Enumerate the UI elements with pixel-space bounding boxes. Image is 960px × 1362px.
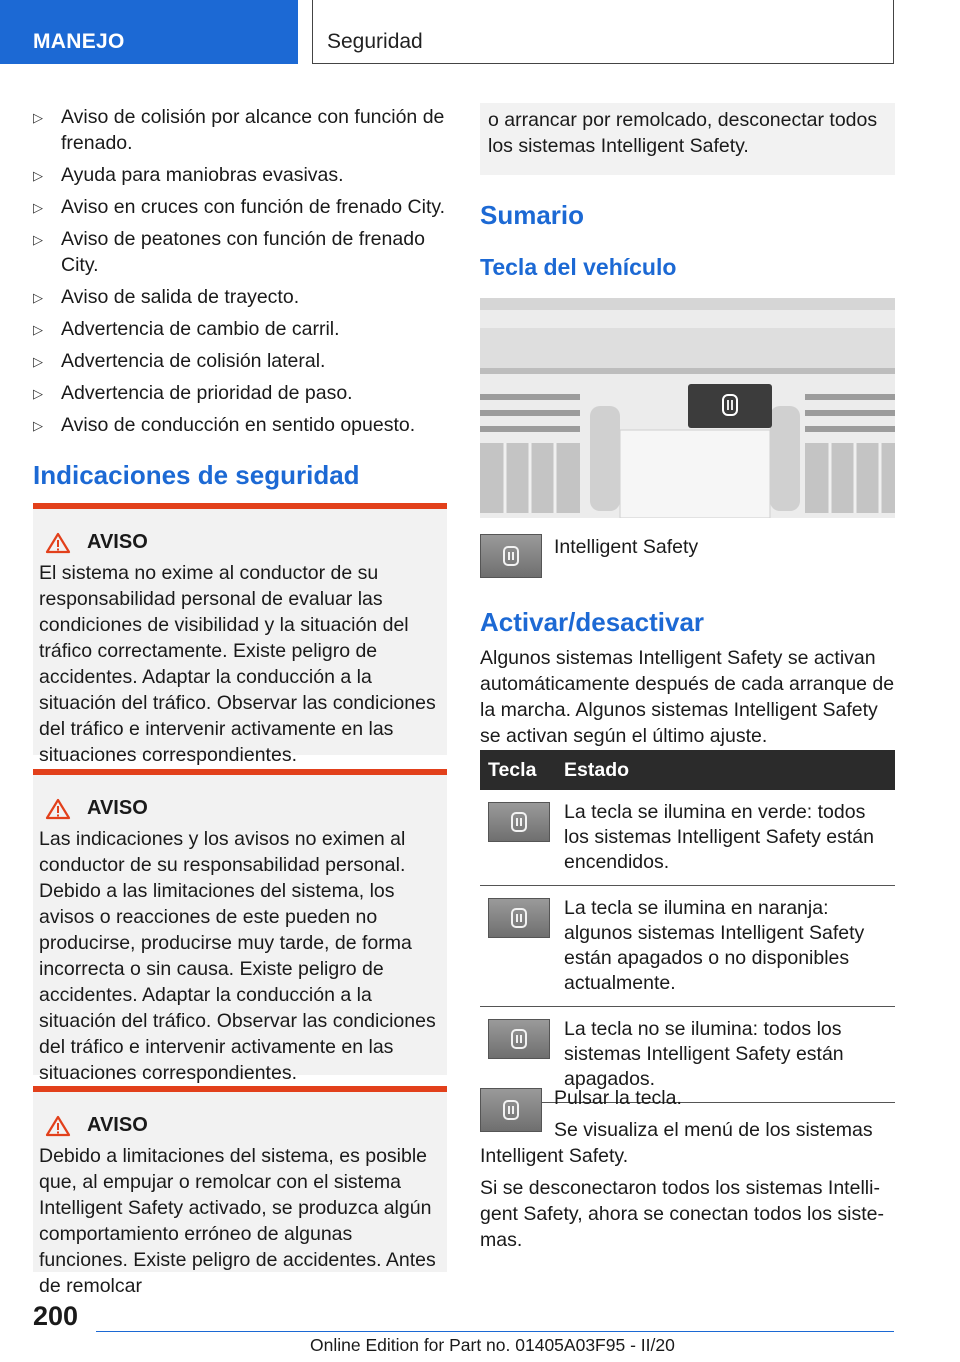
list-item: ▷ Ayuda para maniobras evasivas.: [33, 162, 447, 188]
warning-text: Debido a limitaciones del sistema, es posible que, al empujar o remolcar con el sistema Intelligent Safety activado, se produzca algún comportamiento erróneo de algunas funciones. Existe peligro de accidentes. Antes de remolcar: [39, 1145, 436, 1297]
menu-text: Se visualiza el menú de los sistemas Intelligent Safety.: [480, 1119, 873, 1167]
triangle-bullet-icon: ▷: [33, 168, 43, 183]
warning-triangle-icon: [45, 1115, 71, 1137]
key-status-table: [480, 750, 895, 1103]
key-label: Intelligent Safety: [554, 536, 699, 558]
dashboard-illustration: [480, 298, 895, 518]
function-list: [33, 104, 447, 444]
status-text: La tecla se ilumina en naranja: algunos sistemas Intelligent Safety están apagados o no disponibles actualmente.: [556, 886, 895, 1007]
subsection-title: Seguridad: [327, 30, 423, 53]
list-item: ▷ Aviso de conducción en sentido opuesto.: [33, 412, 447, 438]
footer-rule: [96, 1331, 894, 1332]
safety-heading: Indicaciones de seguridad: [33, 460, 360, 490]
vehicle-key-photo: [480, 298, 895, 518]
triangle-bullet-icon: ▷: [33, 200, 43, 215]
list-item: ▷ Aviso de salida de trayecto.: [33, 284, 447, 310]
triangle-bullet-icon: ▷: [33, 322, 43, 337]
warning-text: El sistema no exime al conductor de su responsabilidad personal de evaluar las condiciones de visibilidad y la situación del tráfico correctamente. Existe peligro de accidentes. Adaptar la conducción a la situación del tráfico. Observar las condiciones del tráfico e intervenir activamente en las situaciones correspondientes.: [39, 562, 436, 766]
footer-edition: Online Edition for Part no. 01405A03F95 - II/20: [310, 1335, 675, 1355]
section-title: MANEJO: [33, 30, 125, 53]
table-row: [480, 790, 895, 886]
key-legend-icon-wrap: [480, 534, 542, 583]
table-row: [480, 1007, 895, 1103]
list-item: ▷ Advertencia de prioridad de paso.: [33, 380, 447, 406]
disconnect-text: Si se desconectaron todos los sistemas Intelligent Safety, ahora se conectan todos los sistemas.: [480, 1177, 884, 1251]
warning-text: Las indicaciones y los avisos no eximen al conductor de su responsabilidad personal. Debido a las limitaciones del sistema, los avisos o reacciones de este pueden no producirse, producirse muy tarde, de forma incorrecta o sin causa. Existe peligro de accidentes. Adaptar la conducción a la situación del tráfico. Observar las condiciones del tráfico e intervenir activamente en las situaciones correspondientes.: [39, 828, 436, 1084]
list-item: ▷ Aviso de colisión por alcance con función de frenado.: [33, 106, 445, 154]
subsection-tab: [312, 0, 894, 64]
list-item: ▷ Advertencia de cambio de carril.: [33, 316, 447, 342]
activate-text: Algunos sistemas Intelligent Safety se activan automáticamente después de cada arranque de la marcha. Algunos sistemas Intelligent Safety se activan según el último ajuste.: [480, 647, 895, 747]
triangle-bullet-icon: ▷: [33, 418, 43, 433]
press-key-text: Pulsar la tecla.: [554, 1087, 682, 1109]
column-header-status: Estado: [556, 750, 895, 790]
warning-triangle-icon: [45, 798, 71, 820]
warning-title: AVISO: [87, 531, 148, 553]
triangle-bullet-icon: ▷: [33, 354, 43, 369]
key-green-icon: [488, 802, 550, 842]
key-off-icon: [488, 1019, 550, 1059]
column-header-key: Tecla: [480, 750, 556, 790]
page-number: 200: [33, 1301, 79, 1331]
triangle-bullet-icon: ▷: [33, 290, 43, 305]
warning-triangle-icon: [45, 532, 71, 554]
list-item: ▷ Advertencia de colisión lateral.: [33, 348, 447, 374]
intelligent-safety-key-icon: [480, 534, 542, 578]
table-row: [480, 886, 895, 1007]
activate-heading: Activar/desactivar: [480, 607, 705, 637]
section-tab: [0, 0, 298, 64]
warning-box: [33, 503, 447, 766]
status-text: La tecla no se ilumina: todos los sistemas Intelligent Safety están apagados.: [556, 1007, 895, 1103]
triangle-bullet-icon: ▷: [33, 386, 43, 401]
warning-continued: o arrancar por remolcado, desconectar todos los sistemas Intelligent Safety.: [480, 103, 895, 175]
key-heading: Tecla del vehículo: [480, 254, 677, 280]
warning-title: AVISO: [87, 1114, 148, 1136]
triangle-bullet-icon: ▷: [33, 110, 43, 125]
list-item: ▷ Aviso en cruces con función de frenado City.: [33, 194, 447, 220]
key-orange-icon: [488, 898, 550, 938]
warning-title: AVISO: [87, 797, 148, 819]
warning-box: [33, 1086, 447, 1297]
status-text: La tecla se ilumina en verde: todos los sistemas Intelligent Safety están encendidos.: [556, 790, 895, 886]
warning-box: [33, 769, 447, 1084]
summary-heading: Sumario: [480, 200, 585, 230]
list-item: ▷ Aviso de peatones con función de frenado City.: [33, 228, 425, 276]
triangle-bullet-icon: ▷: [33, 232, 43, 247]
